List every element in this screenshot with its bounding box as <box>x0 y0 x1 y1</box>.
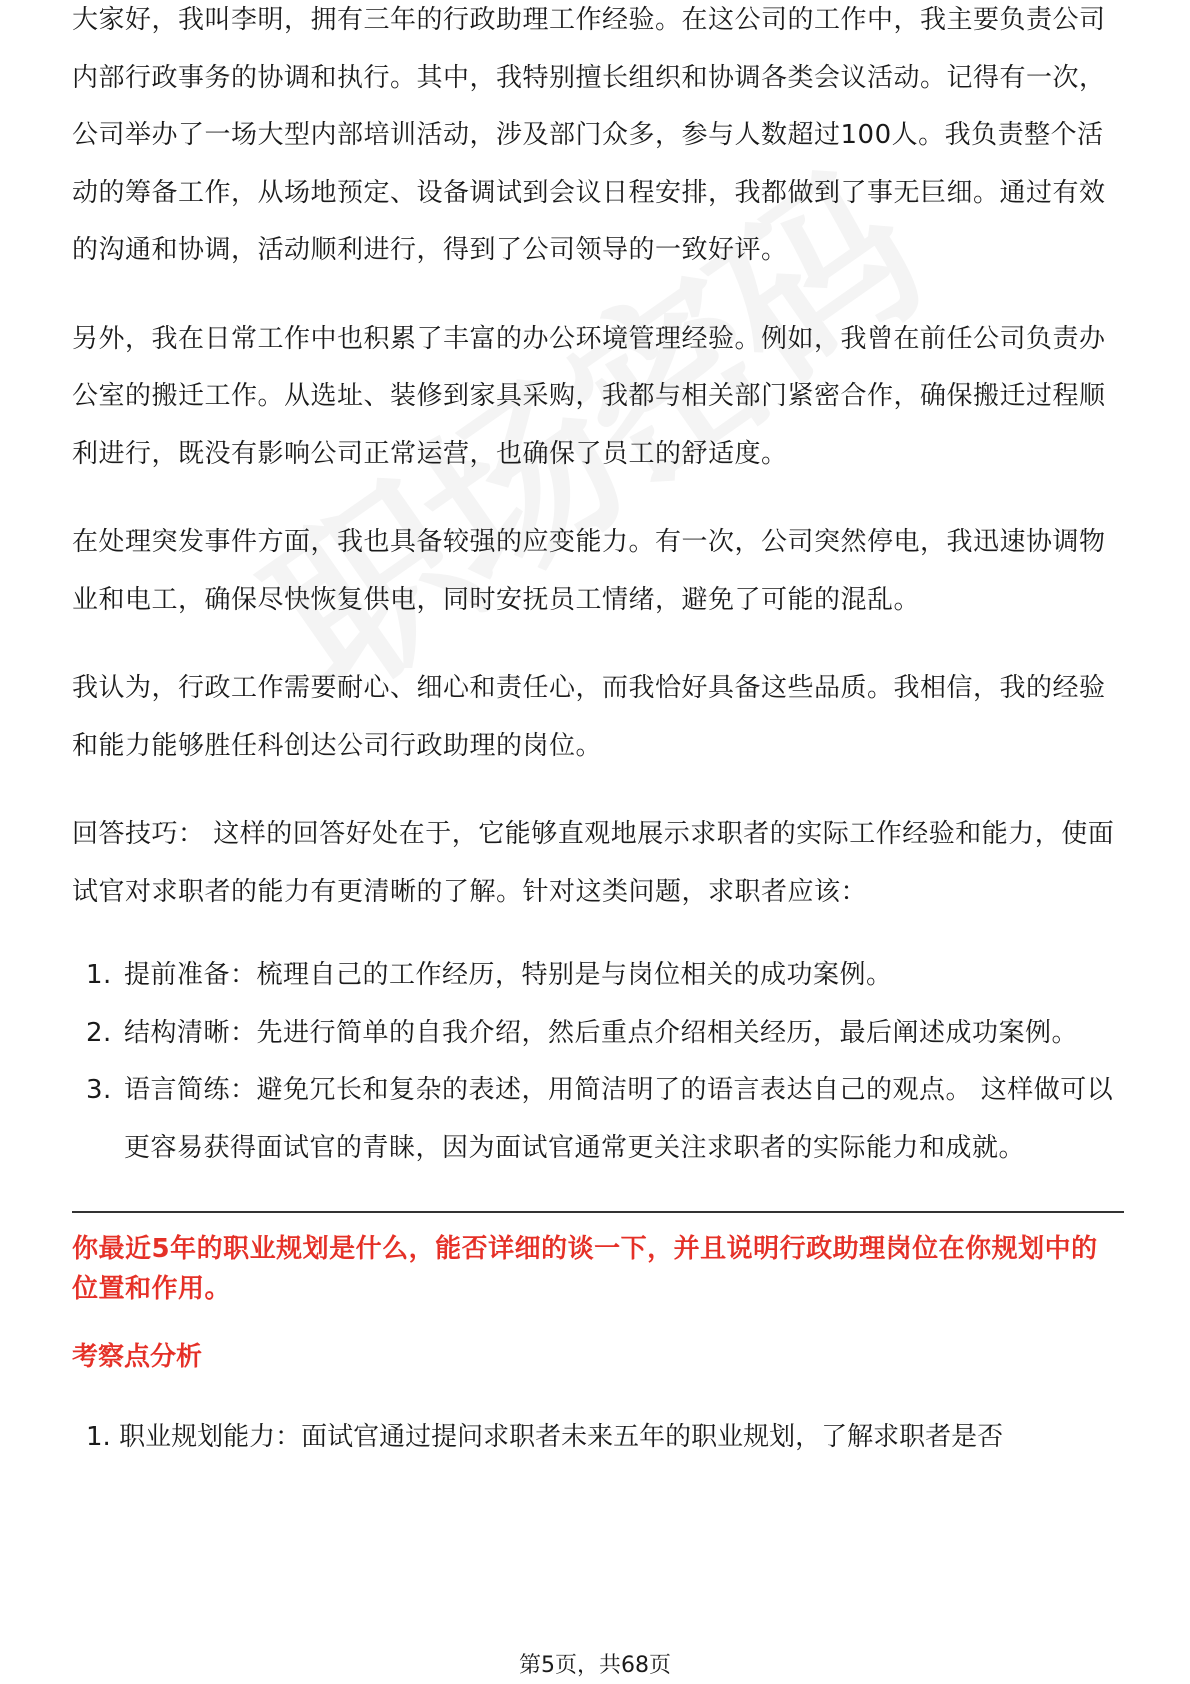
section-divider <box>72 1211 1124 1213</box>
analysis-heading: 考察点分析 <box>72 1342 203 1372</box>
list-item <box>72 1062 1124 1177</box>
page-number-footer: 第5页，共68页 <box>519 1653 671 1678</box>
paragraph-emergency: 在处理突发事件方面，我也具备较强的应变能力。有一次，公司突然停电，我迅速协调物业和电工，确保尽快恢复供电，同时安抚员工情绪，避免了可能的混乱。 <box>72 527 1106 615</box>
paragraph-experience: 大家好，我叫李明，拥有三年的行政助理工作经验。在这公司的工作中，我主要负责公司内部行政事务的协调和执行。其中，我特别擅长组织和协调各类会议活动。记得有一次，公司举办了一场大型内部培训活动，涉及部门众多，参与人数超过100人。我负责整个活动的筹备工作，从场地预定、设备调试到会议日程安排，我都做到了事无巨细。通过有效的沟通和协调，活动顺利进行，得到了公司领导的一致好评。 <box>72 5 1106 265</box>
list-item <box>72 1005 1124 1063</box>
tips-list <box>72 947 1124 1177</box>
question-heading: 你最近5年的职业规划是什么，能否详细的谈一下，并且说明行政助理岗位在你规划中的位置和作用。 <box>72 1234 1098 1304</box>
list-item <box>72 947 1124 1005</box>
list-item-text: 语言简练：避免冗长和复杂的表述，用简洁明了的语言表达自己的观点。 这样做可以更容易获得面试官的青睐，因为面试官通常更关注求职者的实际能力和成就。 <box>124 1075 1114 1163</box>
paragraph-answer-tips: 回答技巧： 这样的回答好处在于，它能够直观地展示求职者的实际工作经验和能力，使面试官对求职者的能力有更清晰的了解。针对这类问题，求职者应该： <box>72 819 1115 907</box>
paragraph-office-management: 另外，我在日常工作中也积累了丰富的办公环境管理经验。例如，我曾在前任公司负责办公室的搬迁工作。从选址、装修到家具采购，我都与相关部门紧密合作，确保搬迁过程顺利进行，既没有影响公司正常运营，也确保了员工的舒适度。 <box>72 323 1106 469</box>
paragraph-qualities: 我认为，行政工作需要耐心、细心和责任心，而我恰好具备这些品质。我相信，我的经验和能力能够胜任科创达公司行政助理的岗位。 <box>72 673 1106 761</box>
list-item-number: 1. <box>86 960 112 990</box>
cutoff-list-item: 1. 职业规划能力：面试官通过提问求职者未来五年的职业规划，了解求职者是否 <box>86 1422 1004 1452</box>
list-item-text: 提前准备：梳理自己的工作经历，特别是与岗位相关的成功案例。 <box>124 960 893 990</box>
document-content <box>72 0 1124 1457</box>
list-item-number: 3. <box>86 1075 112 1105</box>
list-item-number: 2. <box>86 1017 112 1048</box>
list-item-text: 结构清晰：先进行简单的自我介绍，然后重点介绍相关经历，最后阐述成功案例。 <box>124 1017 1079 1048</box>
